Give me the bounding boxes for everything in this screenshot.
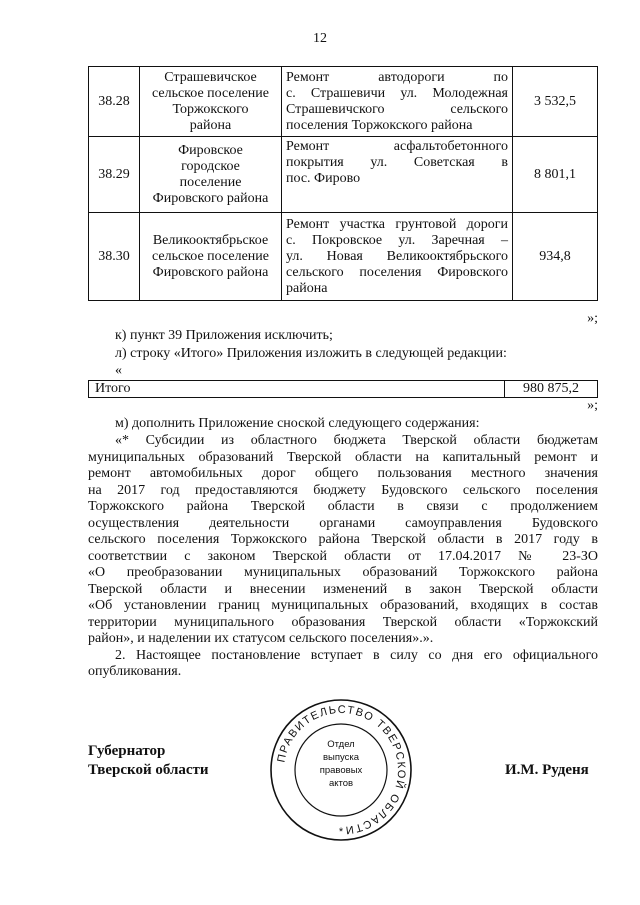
municipality-line: поселение <box>179 174 242 190</box>
footnote-line: ремонт автомобильных дорог общего пользования местного значения <box>88 466 598 481</box>
work-line: с. Покровское ул. Заречная – <box>286 232 508 248</box>
signature-title-line: Губернатор <box>88 743 166 759</box>
row-number: 38.29 <box>89 137 140 213</box>
table-row <box>89 381 598 398</box>
table-row <box>89 137 598 213</box>
work-line: Ремонт асфальтобетонного <box>286 139 508 154</box>
itogo-value: 980 875,2 <box>505 381 598 398</box>
footnote-line: на 2017 год предоставляются бюджету Будовского сельского поселения <box>88 482 598 498</box>
municipality-cell <box>140 137 282 213</box>
footnote-line: «О преобразовании муниципальных образований Торжокского района <box>88 565 598 580</box>
row-number: 38.28 <box>89 67 140 137</box>
footnote-line: Тверской области и внесении изменений в закон Тверской области <box>88 581 598 597</box>
table-row <box>89 213 598 301</box>
footnote-line: территории муниципального образования Тверской области «Торжокский <box>88 614 598 630</box>
municipality-line: Страшевичское <box>164 69 257 85</box>
work-cell <box>282 67 513 137</box>
work-line: пос. Фирово <box>286 171 361 186</box>
municipality-line: района <box>189 117 232 133</box>
work-cell <box>282 137 513 213</box>
municipality-line: сельское поселение <box>152 248 269 264</box>
municipality-cell <box>140 67 282 137</box>
footnote-line: Торжокского района Тверской области в связи с продолжением <box>88 499 598 514</box>
stamp-star: * <box>338 826 344 838</box>
item-m: м) дополнить Приложение сноской следующего содержания: <box>115 416 480 431</box>
work-line: района <box>286 280 328 296</box>
sum-cell: 934,8 <box>513 213 598 301</box>
stamp-center-line: Отдел <box>327 739 355 750</box>
work-line: Ремонт участка грунтовой дороги <box>286 216 508 232</box>
item-l: л) строку «Итого» Приложения изложить в следующей редакции: <box>115 346 507 361</box>
sum-cell: 8 801,1 <box>513 137 598 213</box>
work-line: ул. Новая Великооктябрьского <box>286 248 508 264</box>
municipality-line: Фировское <box>178 142 243 158</box>
municipality-line: Торжокского <box>172 101 249 117</box>
footnote-paragraph <box>88 433 598 681</box>
municipality-line: Великооктябрьское <box>152 232 269 248</box>
work-line: покрытия ул. Советская в <box>286 155 508 170</box>
municipality-line: Фировского района <box>152 190 269 206</box>
point2-line: опубликования. <box>88 664 182 679</box>
row-number: 38.30 <box>89 213 140 301</box>
footnote-line: соответствии с законом Тверской области от 17.04.2017 № 23-ЗО <box>88 548 598 564</box>
work-cell <box>282 213 513 301</box>
work-line: сельского поселения Фировского <box>286 264 508 280</box>
stamp-center-line: правовых <box>319 765 363 776</box>
footnote-line: осуществления деятельности органами самоуправления Будовского <box>88 515 598 531</box>
footnote-line: муниципальных образований Тверской области на капитальный ремонт и <box>88 449 598 465</box>
stamp-center-line: актов <box>328 778 354 789</box>
work-line: с. Страшевичи ул. Молодежная <box>286 85 508 101</box>
item-k: к) пункт 39 Приложения исключить; <box>115 328 333 343</box>
official-stamp <box>268 697 414 843</box>
closing-quote: »; <box>587 398 598 413</box>
footnote-line: «* Субсидии из областного бюджета Тверской области бюджетам <box>115 433 598 448</box>
footnote-line: «Об установлении границ муниципальных образований, входящих в состав <box>88 598 598 613</box>
stamp-center-line: выпуска <box>322 752 360 763</box>
municipality-line: Фировского района <box>152 264 269 280</box>
opening-quote: « <box>115 363 122 378</box>
footnote-line: район», и наделении их статусом сельского поселения».». <box>88 631 434 646</box>
work-line: Ремонт автодороги по <box>286 69 508 85</box>
subsidy-table <box>88 66 598 301</box>
itogo-label: Итого <box>89 381 505 398</box>
municipality-line: сельское поселение <box>152 85 269 101</box>
point2-line: 2. Настоящее постановление вступает в силу со дня его официального <box>115 647 598 663</box>
page-number: 12 <box>313 31 327 46</box>
table-row <box>89 67 598 137</box>
work-line: Страшевичского сельского <box>286 101 508 117</box>
footnote-line: сельского поселения Торжокского района Тверской области в 2017 году в <box>88 532 598 547</box>
municipality-cell <box>140 213 282 301</box>
signature-name: И.М. Руденя <box>505 762 589 778</box>
signature-title <box>88 742 209 780</box>
municipality-line: городское <box>181 158 240 174</box>
work-line: поселения Торжокского района <box>286 117 473 133</box>
stamp-ring-text: ПРАВИТЕЛЬСТВО ТВЕРСКОЙ ОБЛАСТИ <box>275 703 408 837</box>
sum-cell: 3 532,5 <box>513 67 598 137</box>
signature-title-line: Тверской области <box>88 762 209 778</box>
closing-quote: »; <box>587 311 598 326</box>
itogo-table <box>88 380 598 398</box>
